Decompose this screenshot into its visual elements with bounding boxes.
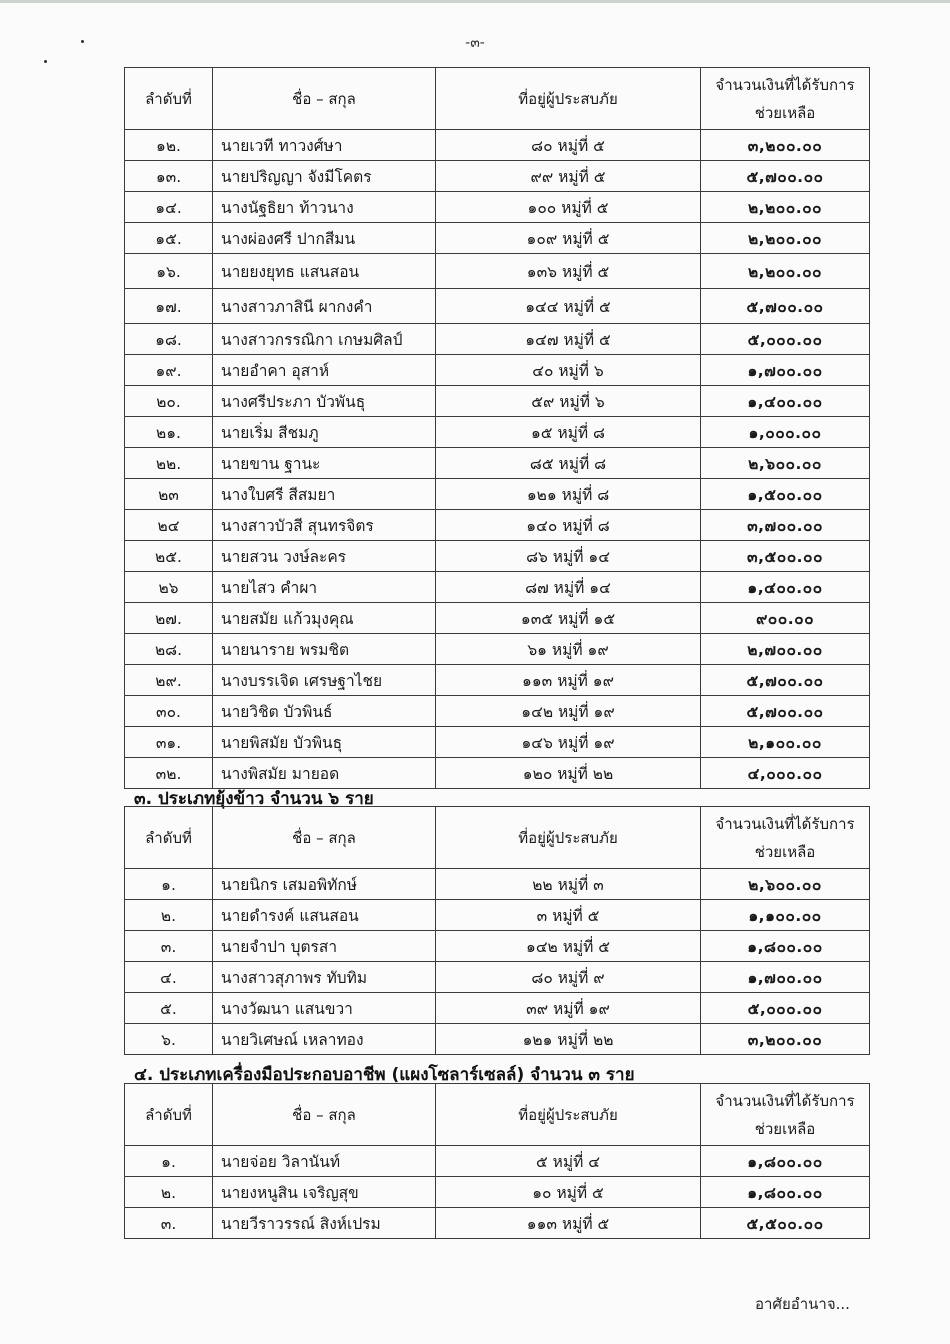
header-amount: จำนวนเงินที่ได้รับการ ช่วยเหลือ	[701, 68, 870, 130]
table-row	[125, 161, 870, 192]
cell-number: ๑๖.	[125, 254, 213, 289]
cell-name: นายวีราวรรณ์ สิงห์เปรม	[213, 1208, 436, 1239]
cell-number: ๑.	[125, 1146, 213, 1177]
table-row	[125, 1177, 870, 1208]
cell-number: ๑.	[125, 869, 213, 900]
cell-name: นายนิกร เสมอพิทักษ์	[213, 869, 436, 900]
cell-number: ๑๓.	[125, 161, 213, 192]
table-row	[125, 1208, 870, 1239]
cell-address: ๒๒ หมู่ที่ ๓	[436, 869, 701, 900]
cell-number: ๑๙.	[125, 355, 213, 386]
cell-address: ๑๔๒ หมู่ที่ ๕	[436, 931, 701, 962]
cell-number: ๓.	[125, 931, 213, 962]
cell-amount: ๑,๑๐๐.๐๐	[701, 900, 870, 931]
table-row	[125, 634, 870, 665]
cell-amount: ๒,๒๐๐.๐๐	[701, 223, 870, 254]
cell-amount: ๑,๗๐๐.๐๐	[701, 355, 870, 386]
cell-number: ๓๐.	[125, 696, 213, 727]
cell-name: นายจ่อย วิลานันท์	[213, 1146, 436, 1177]
cell-name: นายงหนูสิน เจริญสุข	[213, 1177, 436, 1208]
cell-amount: ๑,๐๐๐.๐๐	[701, 417, 870, 448]
cell-address: ๑๓๖ หมู่ที่ ๕	[436, 254, 701, 289]
header-name: ชื่อ – สกุล	[213, 1084, 436, 1146]
cell-address: ๕ หมู่ที่ ๔	[436, 1146, 701, 1177]
cell-address: ๑๔๔ หมู่ที่ ๕	[436, 289, 701, 324]
cell-number: ๒๖	[125, 572, 213, 603]
table-row	[125, 289, 870, 324]
table-header-row	[125, 68, 870, 130]
cell-number: ๒๓	[125, 479, 213, 510]
cell-address: ๑๒๑ หมู่ที่ ๒๒	[436, 1024, 701, 1055]
table-row	[125, 962, 870, 993]
cell-amount: ๙๐๐.๐๐	[701, 603, 870, 634]
table-row	[125, 479, 870, 510]
cell-number: ๑๒.	[125, 130, 213, 161]
cell-amount: ๕,๐๐๐.๐๐	[701, 324, 870, 355]
continuation-footer: อาศัยอำนาจ...	[755, 1295, 850, 1313]
cell-name: นางสาวบัวสี สุนทรจิตร	[213, 510, 436, 541]
cell-address: ๘๕ หมู่ที่ ๘	[436, 448, 701, 479]
cell-name: นางสาวกรรณิกา เกษมศิลป์	[213, 324, 436, 355]
cell-name: นายเริ่ม สีชมภู	[213, 417, 436, 448]
section-title-rice-barn: ๓. ประเภทยุ้งข้าว จำนวน ๖ ราย	[134, 789, 374, 809]
cell-amount: ๒,๖๐๐.๐๐	[701, 869, 870, 900]
cell-amount: ๑,๕๐๐.๐๐	[701, 479, 870, 510]
cell-amount: ๕,๗๐๐.๐๐	[701, 665, 870, 696]
cell-amount: ๑,๘๐๐.๐๐	[701, 1146, 870, 1177]
cell-name: นายวิชิต บัวพินธ์	[213, 696, 436, 727]
cell-address: ๑๐๐ หมู่ที่ ๕	[436, 192, 701, 223]
table-row	[125, 665, 870, 696]
cell-number: ๒๐.	[125, 386, 213, 417]
header-name: ชื่อ – สกุล	[213, 807, 436, 869]
cell-address: ๑๐ หมู่ที่ ๕	[436, 1177, 701, 1208]
table-row	[125, 386, 870, 417]
cell-name: นางพิสมัย มายอด	[213, 758, 436, 789]
cell-amount: ๓,๗๐๐.๐๐	[701, 510, 870, 541]
cell-amount: ๔,๐๐๐.๐๐	[701, 758, 870, 789]
header-no: ลำดับที่	[125, 68, 213, 130]
cell-address: ๕๙ หมู่ที่ ๖	[436, 386, 701, 417]
table-row	[125, 696, 870, 727]
table-row	[125, 130, 870, 161]
cell-address: ๘๐ หมู่ที่ ๕	[436, 130, 701, 161]
table-rice-barn	[124, 806, 870, 1055]
cell-address: ๑๔๒ หมู่ที่ ๑๙	[436, 696, 701, 727]
cell-address: ๑๕ หมู่ที่ ๘	[436, 417, 701, 448]
cell-number: ๑๕.	[125, 223, 213, 254]
table-row	[125, 572, 870, 603]
cell-number: ๖.	[125, 1024, 213, 1055]
table-row	[125, 1024, 870, 1055]
cell-address: ๑๓๕ หมู่ที่ ๑๕	[436, 603, 701, 634]
scan-edge	[0, 0, 950, 3]
cell-amount: ๒,๖๐๐.๐๐	[701, 448, 870, 479]
header-no: ลำดับที่	[125, 807, 213, 869]
cell-number: ๒๗.	[125, 603, 213, 634]
cell-address: ๑๐๙ หมู่ที่ ๕	[436, 223, 701, 254]
cell-amount: ๑,๗๐๐.๐๐	[701, 962, 870, 993]
table-row	[125, 603, 870, 634]
cell-address: ๑๒๑ หมู่ที่ ๘	[436, 479, 701, 510]
cell-address: ๑๒๐ หมู่ที่ ๒๒	[436, 758, 701, 789]
header-amount: จำนวนเงินที่ได้รับการ ช่วยเหลือ	[701, 1084, 870, 1146]
cell-address: ๖๑ หมู่ที่ ๑๙	[436, 634, 701, 665]
table-row	[125, 900, 870, 931]
cell-address: ๓๙ หมู่ที่ ๑๙	[436, 993, 701, 1024]
cell-amount: ๕,๐๐๐.๐๐	[701, 993, 870, 1024]
table-row	[125, 254, 870, 289]
cell-name: นายยงยุทธ แสนสอน	[213, 254, 436, 289]
cell-name: นายสวน วงษ์ละคร	[213, 541, 436, 572]
cell-name: นายปริญญา จังมีโคตร	[213, 161, 436, 192]
table-row	[125, 355, 870, 386]
cell-name: นายวิเศษณ์ เหลาทอง	[213, 1024, 436, 1055]
cell-number: ๑๔.	[125, 192, 213, 223]
table-row	[125, 993, 870, 1024]
cell-name: นางสาวภาสินี ผากงคำ	[213, 289, 436, 324]
header-address: ที่อยู่ผู้ประสบภัย	[436, 68, 701, 130]
cell-number: ๒๔	[125, 510, 213, 541]
cell-address: ๑๔๗ หมู่ที่ ๕	[436, 324, 701, 355]
cell-amount: ๕,๗๐๐.๐๐	[701, 696, 870, 727]
cell-amount: ๑,๔๐๐.๐๐	[701, 386, 870, 417]
cell-address: ๑๔๐ หมู่ที่ ๘	[436, 510, 701, 541]
cell-amount: ๕,๗๐๐.๐๐	[701, 289, 870, 324]
header-address: ที่อยู่ผู้ประสบภัย	[436, 807, 701, 869]
table-row	[125, 510, 870, 541]
cell-address: ๘๖ หมู่ที่ ๑๔	[436, 541, 701, 572]
table-row	[125, 324, 870, 355]
cell-amount: ๑,๘๐๐.๐๐	[701, 1177, 870, 1208]
cell-number: ๒๕.	[125, 541, 213, 572]
cell-number: ๓.	[125, 1208, 213, 1239]
header-no: ลำดับที่	[125, 1084, 213, 1146]
section-title-occupation-tools: ๔. ประเภทเครื่องมือประกอบอาชีพ (แผงโซลาร์เซลล์) จำนวน ๓ ราย	[134, 1065, 635, 1085]
table-continued	[124, 67, 870, 789]
cell-amount: ๓,๒๐๐.๐๐	[701, 1024, 870, 1055]
cell-name: นางวัฒนา แสนขวา	[213, 993, 436, 1024]
table-row	[125, 758, 870, 789]
cell-name: นายเวที ทาวงศ์ษา	[213, 130, 436, 161]
table-row	[125, 931, 870, 962]
cell-number: ๔.	[125, 962, 213, 993]
cell-name: นางศรีประภา บัวพันธุ	[213, 386, 436, 417]
table-occupation-tools	[124, 1083, 870, 1239]
table-header-row	[125, 1084, 870, 1146]
cell-number: ๒๑.	[125, 417, 213, 448]
cell-name: นายขาน ฐานะ	[213, 448, 436, 479]
cell-number: ๓๑.	[125, 727, 213, 758]
cell-address: ๑๑๓ หมู่ที่ ๑๙	[436, 665, 701, 696]
cell-amount: ๒,๗๐๐.๐๐	[701, 634, 870, 665]
cell-amount: ๕,๕๐๐.๐๐	[701, 1208, 870, 1239]
cell-name: นางใบศรี สีสมยา	[213, 479, 436, 510]
cell-number: ๓๒.	[125, 758, 213, 789]
header-amount: จำนวนเงินที่ได้รับการ ช่วยเหลือ	[701, 807, 870, 869]
cell-name: นางผ่องศรี ปากสีมน	[213, 223, 436, 254]
cell-amount: ๕,๗๐๐.๐๐	[701, 161, 870, 192]
cell-address: ๙๙ หมู่ที่ ๕	[436, 161, 701, 192]
cell-address: ๑๑๓ หมู่ที่ ๕	[436, 1208, 701, 1239]
scan-speck	[44, 60, 47, 63]
page-number: -๓-	[465, 35, 485, 51]
cell-amount: ๒,๒๐๐.๐๐	[701, 192, 870, 223]
cell-number: ๑๗.	[125, 289, 213, 324]
cell-address: ๔๐ หมู่ที่ ๖	[436, 355, 701, 386]
cell-amount: ๓,๕๐๐.๐๐	[701, 541, 870, 572]
cell-name: นายดำรงค์ แสนสอน	[213, 900, 436, 931]
cell-amount: ๒,๑๐๐.๐๐	[701, 727, 870, 758]
cell-amount: ๑,๔๐๐.๐๐	[701, 572, 870, 603]
table-row	[125, 417, 870, 448]
header-name: ชื่อ – สกุล	[213, 68, 436, 130]
cell-number: ๑๘.	[125, 324, 213, 355]
table-row	[125, 448, 870, 479]
cell-number: ๕.	[125, 993, 213, 1024]
cell-address: ๘๗ หมู่ที่ ๑๔	[436, 572, 701, 603]
cell-name: นางบรรเจิด เศรษฐาไชย	[213, 665, 436, 696]
cell-number: ๒๙.	[125, 665, 213, 696]
cell-number: ๒.	[125, 1177, 213, 1208]
cell-name: นางนัฐธิยา ท้าวนาง	[213, 192, 436, 223]
table-row	[125, 1146, 870, 1177]
cell-name: นายนาราย พรมชิต	[213, 634, 436, 665]
cell-address: ๓ หมู่ที่ ๕	[436, 900, 701, 931]
table-row	[125, 223, 870, 254]
cell-name: นายพิสมัย บัวพินธุ	[213, 727, 436, 758]
cell-name: นางสาวสุภาพร ทับทิม	[213, 962, 436, 993]
table-row	[125, 192, 870, 223]
cell-name: นายจำปา บุตรสา	[213, 931, 436, 962]
header-address: ที่อยู่ผู้ประสบภัย	[436, 1084, 701, 1146]
cell-name: นายสมัย แก้วมุงคุณ	[213, 603, 436, 634]
table-row	[125, 869, 870, 900]
cell-amount: ๓,๒๐๐.๐๐	[701, 130, 870, 161]
cell-amount: ๑,๘๐๐.๐๐	[701, 931, 870, 962]
cell-number: ๒๘.	[125, 634, 213, 665]
table-header-row	[125, 807, 870, 869]
cell-address: ๑๔๖ หมู่ที่ ๑๙	[436, 727, 701, 758]
table-row	[125, 541, 870, 572]
cell-address: ๘๐ หมู่ที่ ๙	[436, 962, 701, 993]
cell-name: นายไสว คำผา	[213, 572, 436, 603]
table-row	[125, 727, 870, 758]
cell-amount: ๒,๒๐๐.๐๐	[701, 254, 870, 289]
cell-name: นายอำคา อุสาห์	[213, 355, 436, 386]
cell-number: ๒.	[125, 900, 213, 931]
cell-number: ๒๒.	[125, 448, 213, 479]
